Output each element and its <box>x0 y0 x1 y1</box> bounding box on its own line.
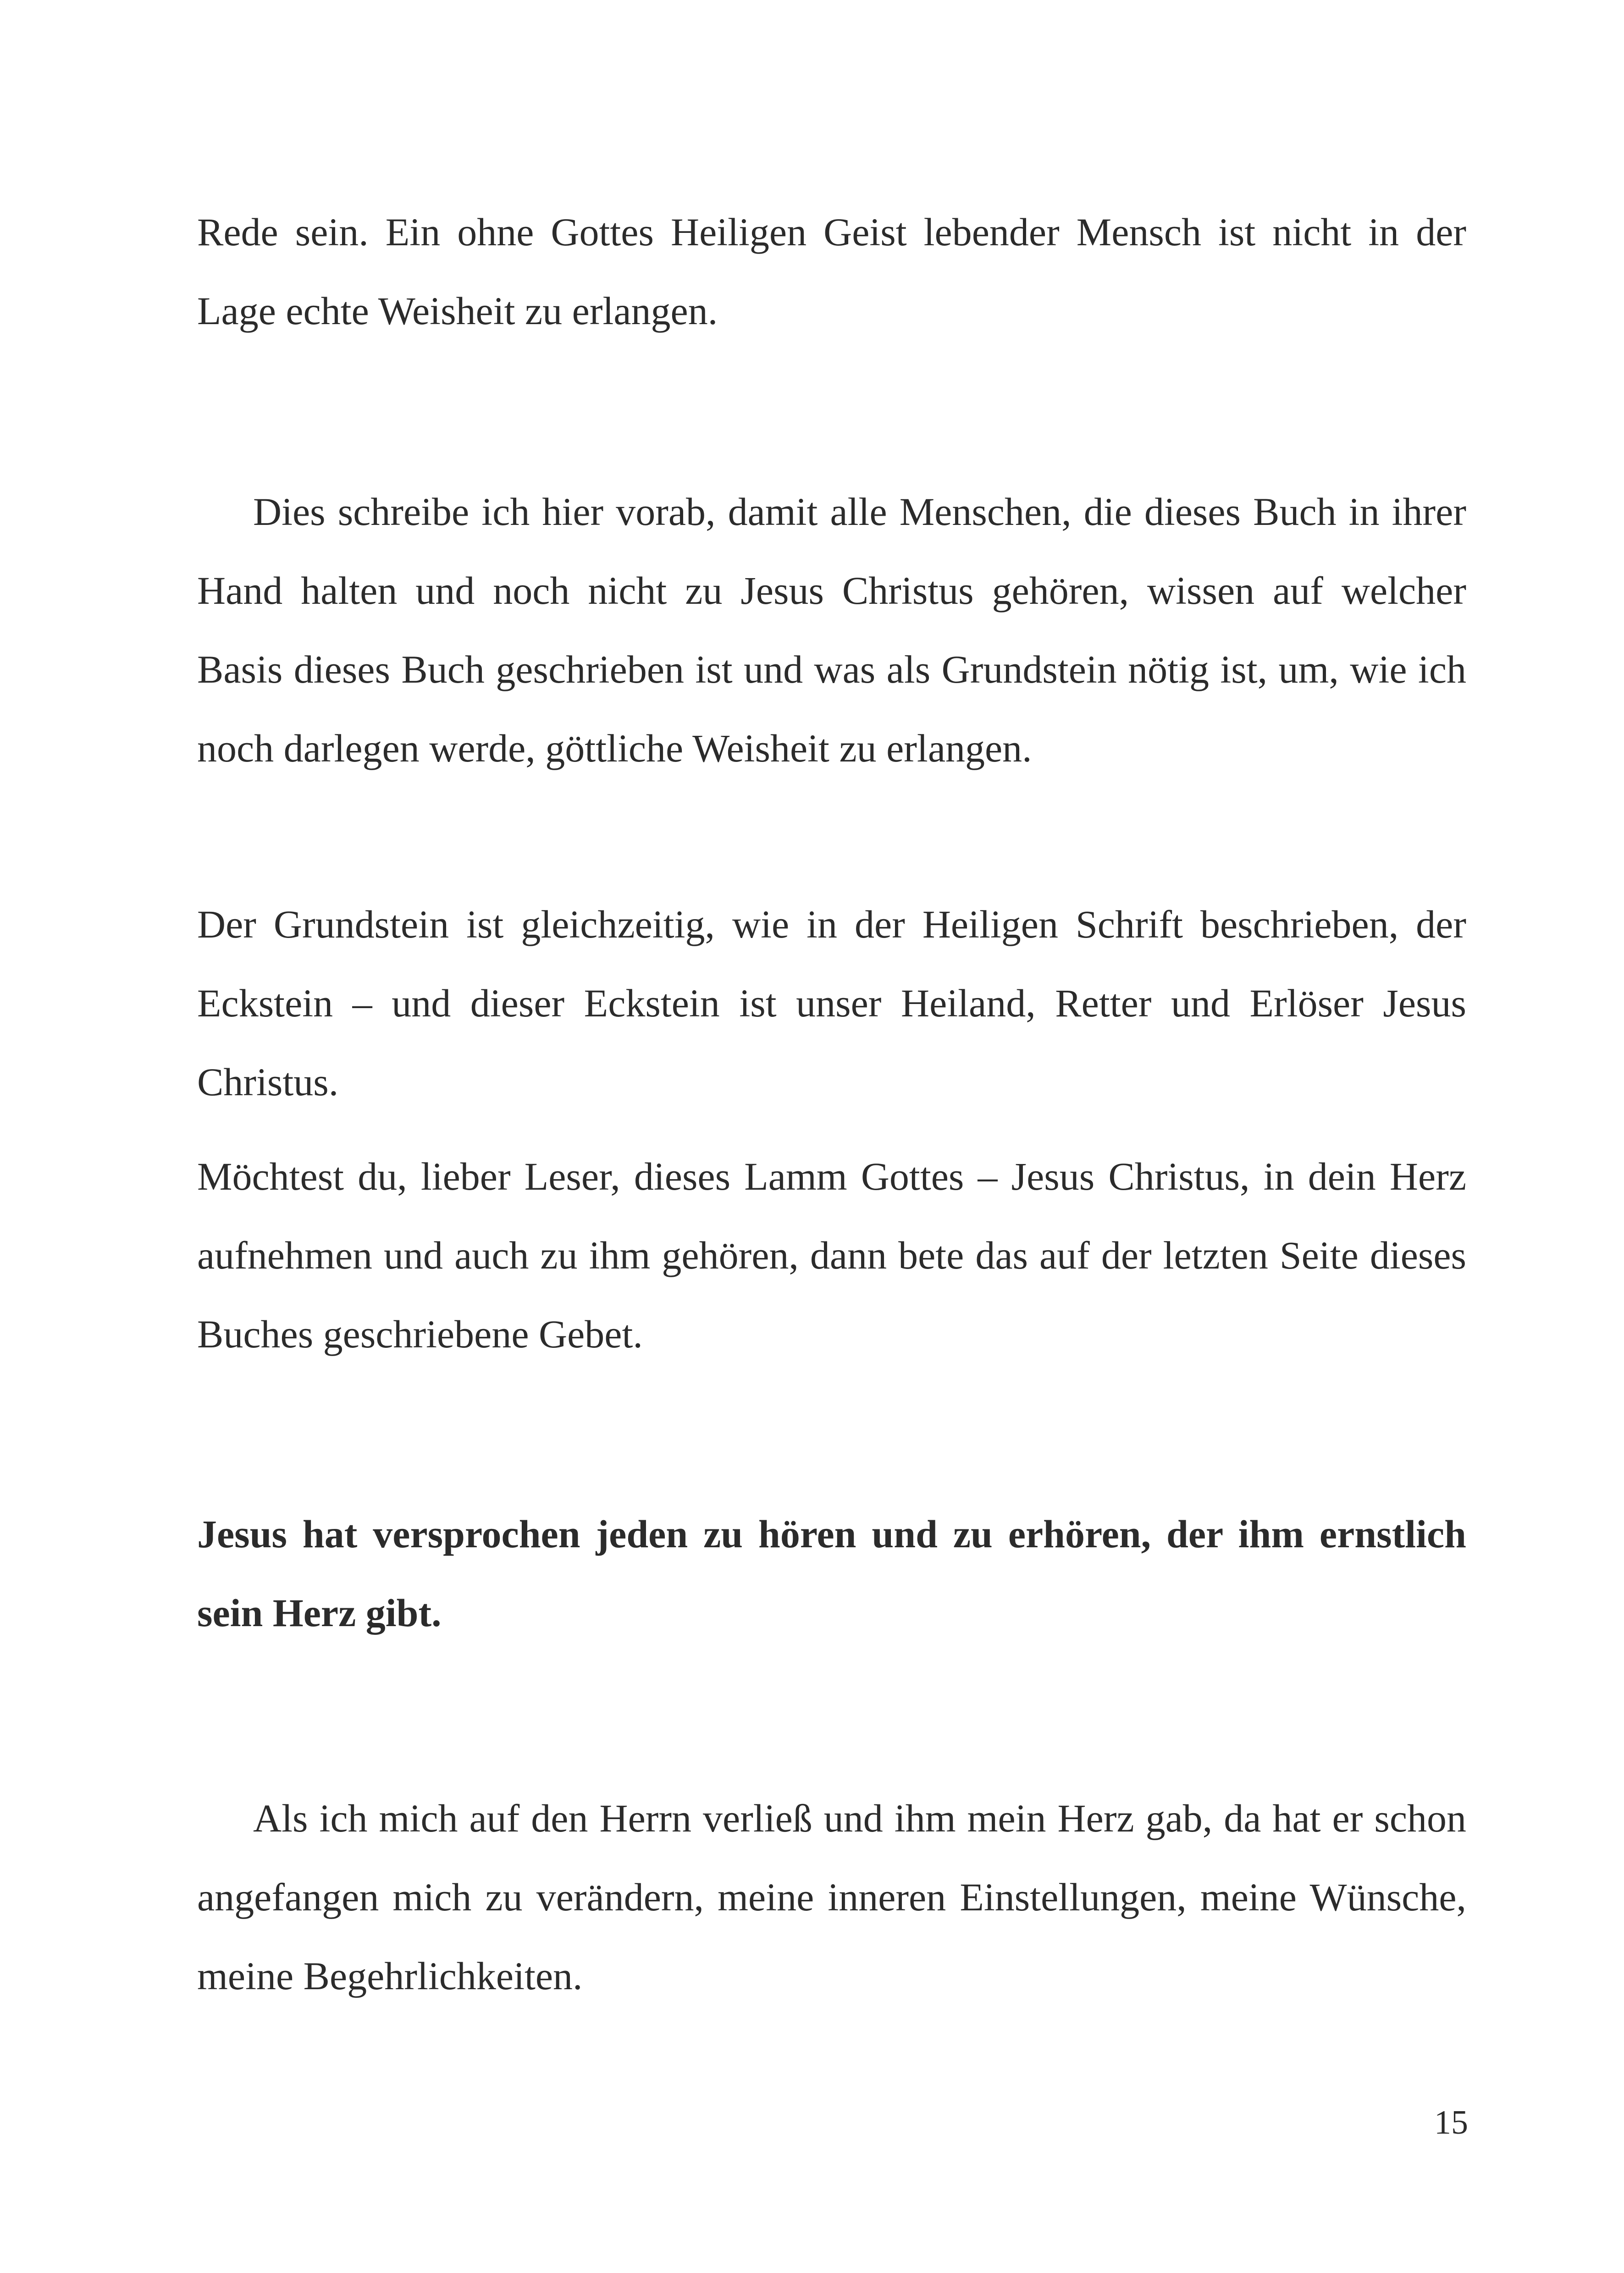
paragraph-6: Als ich mich auf den Herrn verließ und ihm mein Herz gab, da hat er schon angefangen mich zu verändern, meine inneren Einstellungen, meine Wünsche, meine Begehrlichkeiten. <box>197 1796 1466 1998</box>
paragraph-2: Dies schreibe ich hier vorab, damit alle Menschen, die dieses Buch in ihrer Hand halten und noch nicht zu Jesus Christus gehören, wissen auf welcher Basis dieses Buch geschrieben ist und was als Grundstein nötig ist, um, wie ich noch darlegen werde, göttliche Weisheit zu erlangen. <box>197 490 1466 770</box>
page-number: 15 <box>1434 2104 1468 2141</box>
paragraph-4: Möchtest du, lieber Leser, dieses Lamm Gottes – Jesus Christus, in dein Herz aufnehmen und auch zu ihm gehören, dann bete das auf der letzten Seite dieses Buches geschriebene Gebet. <box>197 1154 1466 1356</box>
bold-statement: Jesus hat versprochen jeden zu hören und zu erhören, der ihm ernstlich sein Herz gibt. <box>197 1512 1466 1635</box>
paragraph-1: Rede sein. Ein ohne Gottes Heiligen Geist lebender Mensch ist nicht in der Lage echte Weisheit zu erlangen. <box>197 210 1466 333</box>
paragraph-3: Der Grundstein ist gleichzeitig, wie in der Heiligen Schrift beschrieben, der Eckstein – und dieser Eckstein ist unser Heiland, Retter und Erlöser Jesus Christus. <box>197 902 1466 1104</box>
